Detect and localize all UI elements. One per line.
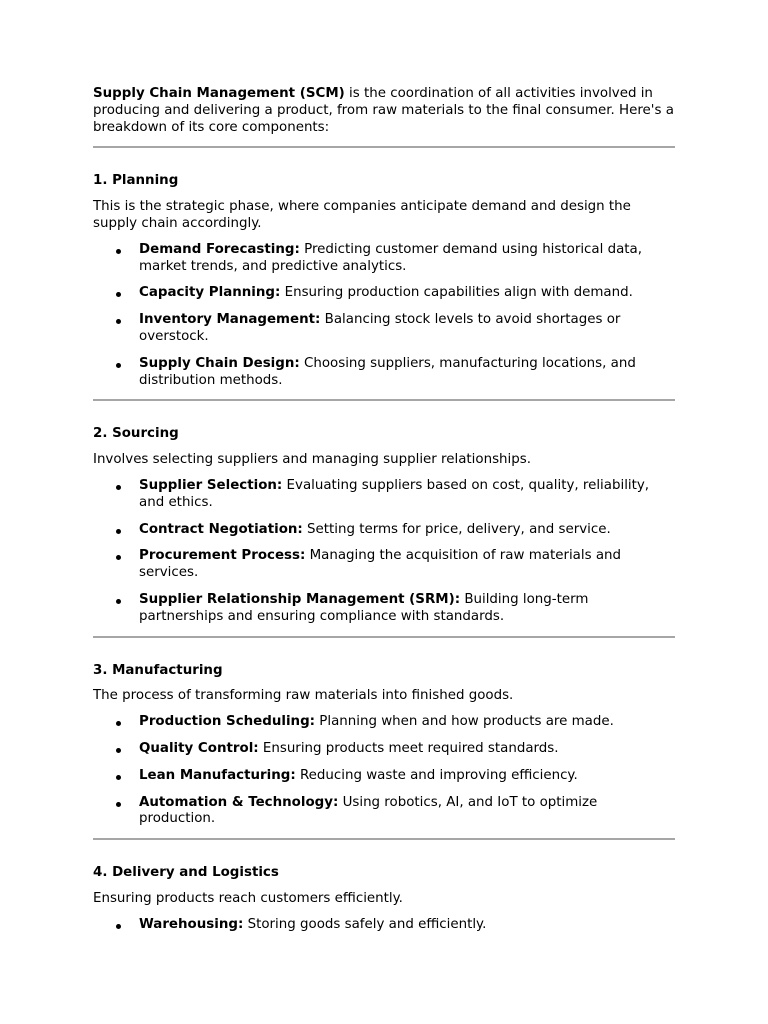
section-description: This is the strategic phase, where companies anticipate demand and design the supply chain accordingly.: [93, 199, 631, 231]
list-item: [93, 795, 675, 829]
bullet-list: [93, 242, 675, 390]
item-term: Supplier Selection:: [139, 477, 283, 493]
bullet-icon: [116, 802, 121, 807]
item-text: Managing the acquisition of raw materials and services.: [139, 548, 622, 581]
bullet-icon: [116, 748, 121, 753]
item-term: Supply Chain Design:: [139, 355, 300, 371]
section-delivery-logistics: [93, 865, 675, 933]
item-text: Planning when and how products are made.: [315, 714, 614, 730]
document-content: [93, 86, 675, 934]
section-description: The process of transforming raw materials into finished goods.: [93, 688, 514, 704]
item-term: Lean Manufacturing:: [139, 767, 296, 783]
item-text: Reducing waste and improving efficiency.: [295, 767, 578, 783]
section-planning: [93, 173, 675, 389]
bullet-list: [93, 917, 675, 934]
section-sourcing: [93, 426, 675, 625]
bullet-list: [93, 714, 675, 828]
bullet-list: [93, 478, 675, 626]
list-item: [93, 917, 675, 934]
item-term: Production Scheduling:: [139, 714, 316, 730]
list-item: [93, 285, 675, 302]
bullet-icon: [116, 363, 121, 368]
item-text: Ensuring products meet required standards.: [258, 740, 559, 756]
bullet-icon: [116, 529, 121, 534]
item-text: Setting terms for price, delivery, and service.: [302, 521, 611, 537]
item-term: Warehousing:: [139, 916, 244, 932]
bullet-icon: [116, 721, 121, 726]
section-title: 2. Sourcing: [93, 426, 179, 442]
item-term: Quality Control:: [139, 740, 259, 756]
item-text: Balancing stock levels to avoid shortages or overstock.: [139, 312, 621, 344]
item-term: Procurement Process:: [139, 548, 306, 564]
item-text: Ensuring production capabilities align with demand.: [280, 285, 633, 301]
section-title: 1. Planning: [93, 173, 179, 189]
bullet-icon: [116, 485, 121, 490]
item-term: Demand Forecasting:: [139, 241, 300, 257]
section-divider: [93, 399, 675, 401]
intro-paragraph: [93, 86, 675, 136]
section-manufacturing: [93, 663, 675, 829]
item-term: Capacity Planning:: [139, 285, 281, 301]
item-term: Supplier Relationship Management (SRM):: [139, 591, 461, 607]
section-description: Involves selecting suppliers and managing supplier relationships.: [93, 452, 532, 468]
item-text: Choosing suppliers, manufacturing locations, and distribution methods.: [139, 355, 636, 388]
list-item: [93, 548, 675, 582]
bullet-icon: [116, 555, 121, 560]
item-text: Building long-term partnerships and ensuring compliance with standards.: [139, 591, 589, 624]
section-title: 4. Delivery and Logistics: [93, 865, 279, 881]
item-term: Automation & Technology:: [139, 794, 339, 810]
bullet-icon: [116, 249, 121, 254]
list-item: [93, 741, 675, 758]
section-divider: [93, 636, 675, 638]
section-description: Ensuring products reach customers efficiently.: [93, 890, 403, 906]
item-term: Inventory Management:: [139, 312, 321, 328]
item-text: Evaluating suppliers based on cost, quality, reliability, and ethics.: [139, 477, 650, 510]
item-text: Storing goods safely and efficiently.: [243, 916, 487, 932]
list-item: [93, 522, 675, 539]
bullet-icon: [116, 924, 121, 929]
list-item: [93, 768, 675, 785]
list-item: [93, 356, 675, 390]
item-text: Predicting customer demand using historical data, market trends, and predictive analytics.: [139, 241, 643, 274]
list-item: [93, 242, 675, 276]
item-text: Using robotics, AI, and IoT to optimize production.: [139, 794, 598, 827]
list-item: [93, 478, 675, 512]
intro-term: Supply Chain Management (SCM): [93, 86, 345, 101]
bullet-icon: [116, 599, 121, 604]
list-item: [93, 714, 675, 731]
section-divider: [93, 146, 675, 148]
list-item: [93, 592, 675, 626]
section-title: 3. Manufacturing: [93, 662, 223, 678]
bullet-icon: [116, 775, 121, 780]
item-term: Contract Negotiation:: [139, 521, 303, 537]
intro-text: is the coordination of all activities involved in producing and delivering a product, from raw materials to the final consumer. Here's a breakdown of its core components:: [93, 86, 674, 135]
bullet-icon: [116, 319, 121, 324]
list-item: [93, 312, 675, 346]
section-divider: [93, 838, 675, 840]
bullet-icon: [116, 292, 121, 297]
